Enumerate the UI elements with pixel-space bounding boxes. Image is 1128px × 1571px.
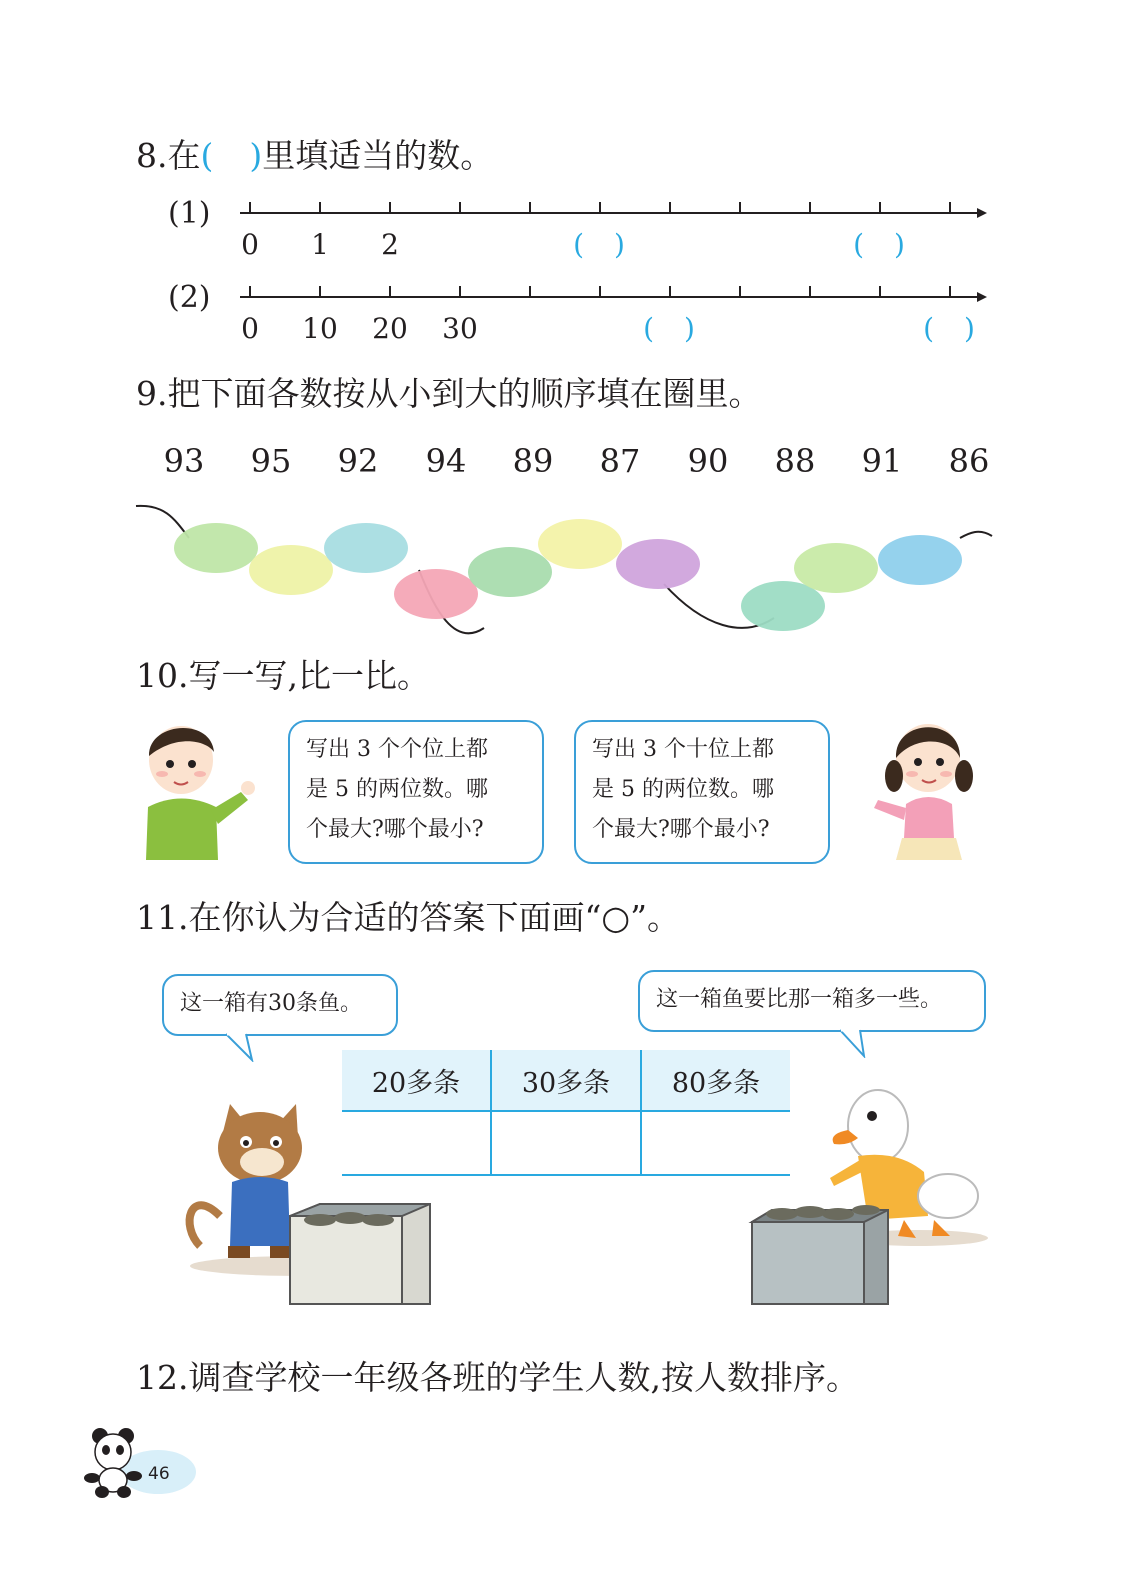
bubble-line: 是 5 的两位数。哪 — [592, 777, 774, 802]
question-8-number: 8. — [136, 136, 168, 175]
duck-speech-bubble: 这一箱鱼要比那一箱多一些。 — [638, 970, 986, 1032]
bubble-line: 写出 3 个十位上都 — [592, 737, 774, 762]
tick-label: 20 — [372, 312, 408, 345]
number-item: 90 — [687, 442, 729, 480]
question-8-text-post: 里填适当的数。 — [262, 136, 494, 175]
option-label: 20多条 — [342, 1050, 491, 1111]
tick-label: 10 — [302, 312, 338, 345]
answer-circle[interactable] — [794, 543, 878, 593]
answer-circle[interactable] — [538, 519, 622, 569]
option-label: 80多条 — [641, 1050, 790, 1111]
option-label: 30多条 — [491, 1050, 641, 1111]
answer-blank[interactable]: () — [923, 312, 1005, 345]
duck-with-fish-box-illustration — [748, 1086, 992, 1310]
page-number: 46 — [148, 1464, 170, 1484]
answer-circle[interactable] — [324, 523, 408, 573]
tick-label: 0 — [241, 312, 259, 345]
bubble-line: 个最大?哪个最小? — [592, 817, 770, 842]
number-item: 95 — [250, 442, 292, 480]
answer-circle[interactable] — [616, 539, 700, 589]
number-item: 89 — [512, 442, 554, 480]
tick-label: 0 — [241, 228, 259, 261]
number-item: 87 — [599, 442, 641, 480]
number-item: 88 — [774, 442, 816, 480]
number-line-1 — [235, 195, 995, 225]
tick-label: 30 — [442, 312, 478, 345]
number-item: 86 — [948, 442, 990, 480]
question-9-title: 9.把下面各数按从小到大的顺序填在圈里。 — [136, 374, 762, 413]
panda-icon — [78, 1424, 198, 1500]
cat-with-fish-box-illustration — [180, 1096, 440, 1312]
number-line-2-label: (2) — [168, 280, 211, 315]
answer-blank[interactable]: () — [573, 228, 655, 261]
answer-circle[interactable] — [878, 535, 962, 585]
answer-cell[interactable] — [491, 1111, 641, 1175]
paren-close: ) — [249, 136, 263, 175]
girl-speech-bubble — [574, 720, 830, 864]
tick-label: 2 — [381, 228, 399, 261]
question-10-title: 10.写一写,比一比。 — [136, 656, 430, 695]
girl-illustration — [856, 708, 996, 868]
number-item: 91 — [861, 442, 903, 480]
question-12-title: 12.调查学校一年级各班的学生人数,按人数排序。 — [136, 1358, 859, 1397]
answer-circle[interactable] — [468, 547, 552, 597]
question-8-title — [136, 136, 493, 176]
cat-speech-bubble: 这一箱有30条鱼。 — [162, 974, 398, 1036]
paren-open: ( — [200, 136, 214, 175]
answer-circle[interactable] — [394, 569, 478, 619]
answer-blank[interactable]: () — [643, 312, 725, 345]
bubble-tail — [226, 1032, 258, 1062]
bubble-tail — [836, 1028, 868, 1058]
boy-speech-bubble — [288, 720, 544, 864]
number-line-2 — [235, 279, 995, 309]
question-11-title: 11.在你认为合适的答案下面画“○”。 — [136, 898, 681, 937]
question-8-text-pre: 在 — [167, 136, 201, 175]
number-item: 93 — [163, 442, 205, 480]
number-item: 92 — [337, 442, 379, 480]
answer-circle[interactable] — [174, 523, 258, 573]
answer-blank[interactable]: () — [853, 228, 935, 261]
bubble-line: 是 5 的两位数。哪 — [306, 777, 488, 802]
boy-illustration — [136, 712, 266, 862]
number-line-1-label: (1) — [168, 196, 211, 231]
bead-string — [134, 498, 994, 638]
answer-circle[interactable] — [249, 545, 333, 595]
tick-label: 1 — [311, 228, 329, 261]
bubble-line: 写出 3 个个位上都 — [306, 737, 488, 762]
number-item: 94 — [425, 442, 467, 480]
bubble-line: 个最大?哪个最小? — [306, 817, 484, 842]
